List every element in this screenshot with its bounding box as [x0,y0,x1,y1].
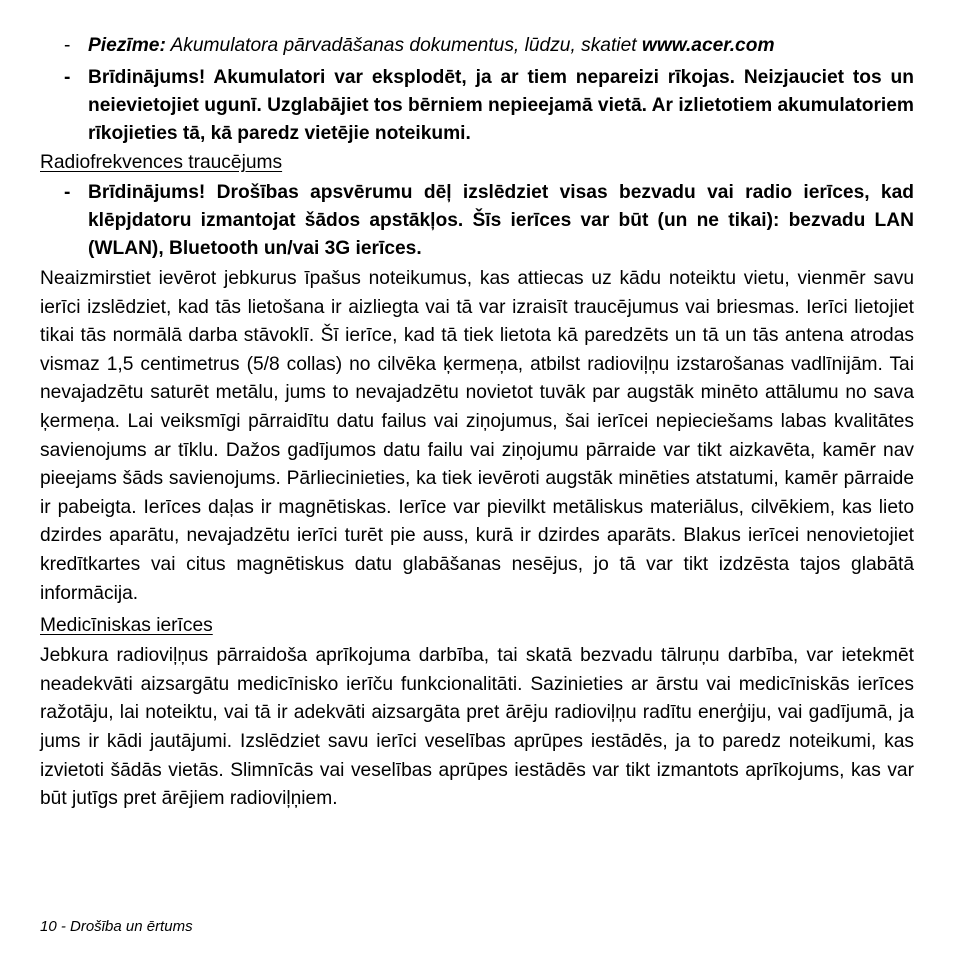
section-heading-medical-devices: Medicīniskas ierīces [40,615,213,637]
bullet-dash: - [64,67,71,88]
radio-warning-text: Brīdinājums! Drošības apsvērumu dēļ izslēdziet visas bezvadu vai radio ierīces, kad klēpjdatoru izmantojat šādos apstākļos. Šīs ierīces var būt (un ne tikai): bezvadu LAN (WLAN), Bluetooth un/vai 3G ierīces. [88,182,914,259]
radio-paragraph: Neaizmirstiet ievērot jebkurus īpašus noteikumus, kas attiecas uz kādu noteiktu vietu, vienmēr savu ierīci izslēdziet, kad tās lietošana ir aizliegta vai tā var izraisīt traucējumus vai briesmas. Ierīci lietojiet tikai tās normālā darba stāvoklī. Šī ierīce, kad tā tiek lietota kā paredzēts un tā un tās antena atrodas vismaz 1,5 centimetrus (5/8 collas) no cilvēka ķermeņa, atbilst radioviļņu izstarošanas vadlīnijām. Tai nevajadzētu saturēt metālu, jums to nevajadzētu novietot tuvāk par augstāk minēto attālumu no sava ķermeņa. Lai veiksmīgi pārraidītu datu failus vai ziņojumus, šai ierīcei nepieciešams labas kvalitātes savienojums ar tīklu. Dažos gadījumos datu failu vai ziņojumu pārraide var tikt aizkavēta, kamēr nav pieejams šāds savienojums. Pārliecinieties, ka tiek ievēroti augstāk minēties atstatumi, kamēr pārraide ir pabeigta. Ierīces daļas ir magnētiskas. Ierīce var pievilkt metāliskus materiālus, cilvēkiem, kas lieto dzirdes aparātu, nevajadzētu ierīci turēt pie auss, kurā ir dzirdes aparāts. Blakus ierīcei nenovietojiet kredītkartes vai citus magnētiskus datu glabāšanas nesējus, jo tā var tikt izdzēsta tajos glabātā informācija. [40,268,914,604]
battery-warning-text: Brīdinājums! Akumulatori var eksplodēt, ja ar tiem nepareizi rīkojas. Neizjauciet tos un neievietojiet ugunī. Uzglabājiet tos bērniem nepieejamā vietā. Ar izlietotiem akumulatoriem rīkojieties tā, kā paredz vietējie noteikumi. [88,67,914,144]
section-heading-radio-interference: Radiofrekvences traucējums [40,152,283,173]
battery-note [40,32,914,60]
radio-warning [40,179,914,263]
note-text: Akumulatora pārvadāšanas dokumentus, lūdzu, skatiet [165,35,642,56]
bullet-dash: - [64,182,71,203]
bullet-dash: - [64,35,71,56]
page-footer: 10 - Drošība un ērtums [40,918,193,935]
note-label: Piezīme: [88,35,166,56]
document-page [40,32,914,814]
battery-warning [40,64,914,148]
note-url: www.acer.com [641,35,775,56]
medical-paragraph: Jebkura radioviļņus pārraidoša aprīkojuma darbība, tai skatā bezvadu tālruņu darbība, var ietekmēt neadekvāti aizsargātu medicīnisko ierīču funkcionalitāti. Sazinieties ar ārstu vai medicīniskās ierīces ražotāju, lai noteiktu, vai tā ir adekvāti aizsargāta pret ārēju radioviļņu radītu enerģiju, vai gadījumā, ja jums ir kādi jautājumi. Izslēdziet savu ierīci veselības aprūpes iestādēs, ja to paredz noteikumi, kas izvietoti šādās vietās. Slimnīcās vai veselības aprūpes iestādēs var tikt izmantots aprīkojums, kas var būt jutīgs pret ārējiem radioviļņiem. [40,645,914,810]
